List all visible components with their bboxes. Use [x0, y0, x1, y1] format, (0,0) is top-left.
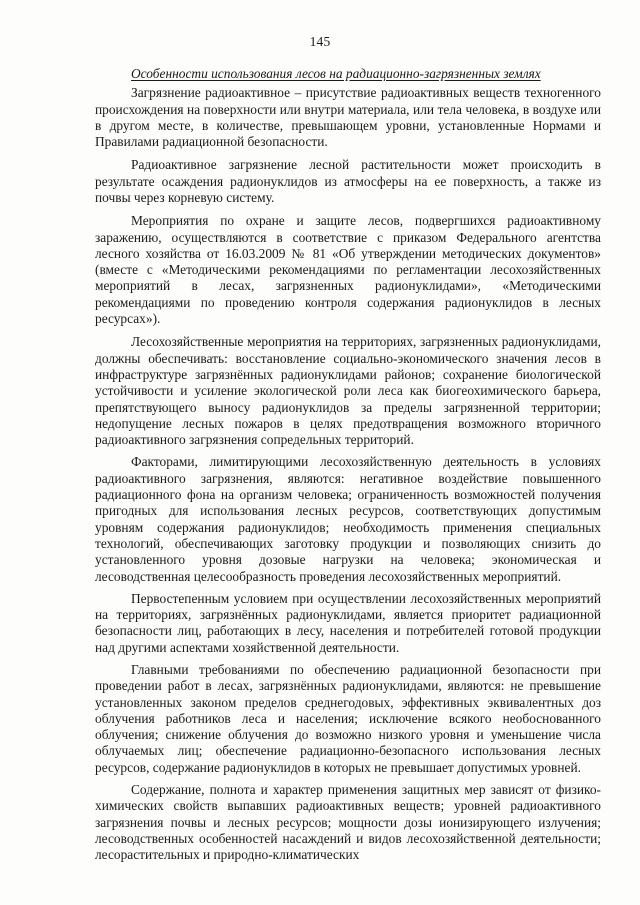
page-number: 145 — [309, 34, 331, 49]
paragraph-priority-condition: Первостепенным условием при осуществлении лесохозяйственных мероприятий на территориях, загрязнённых радионуклидами, является приоритет радиационной безопасности лиц, работающих в лесу, населения и потребителей готовой продукции над другими аспектами хозяйственной деятельности. — [95, 590, 601, 655]
paragraph-forestry-goals: Лесохозяйственные мероприятия на территориях, загрязненных радионуклидами, должны обеспечивать: восстановление социально-экономического значения лесов в инфраструктуре загрязнённых радионуклидами районов; сохранение биологической устойчивости и усиление экологической роли леса как биогеохимического барьера, препятствующего выносу радионуклидов за пределы загрязненной территории; недопущение лесных пожаров в целях предотвращения возможного вторичного радиоактивного загрязнения сопредельных территорий. — [95, 334, 601, 448]
paragraph-definition: Загрязнение радиоактивное – присутствие радиоактивных веществ техногенного происхождения на поверхности или внутри материала, или тела человека, в воздухе или в другом месте, в количестве, превышающем уровни, установленные Нормами и Правилами радиационной безопасности. — [95, 85, 601, 150]
section-title: Особенности использования лесов на радиационно-загрязненных землях — [131, 66, 541, 81]
paragraph-protective-measures: Содержание, полнота и характер применения защитных мер зависят от физико-химических свойств выпавших радиоактивных веществ; уровней радиоактивного загрязнения почвы и лесных ресурсов; мощности дозы ионизирующего излучения; лесоводственных особенностей насаждений и видов лесохозяйственной деятельности; лесорастительных и природно-климатических — [95, 782, 601, 863]
page-body — [95, 66, 601, 871]
paragraph-contamination-sources: Радиоактивное загрязнение лесной растительности может происходить в результате осаждения радионуклидов из атмосферы на ее поверхность, а также из почвы через корневую систему. — [95, 157, 601, 205]
paragraph-protection-measures: Мероприятия по охране и защите лесов, подвергшихся радиоактивному заражению, осуществляются в соответствие с приказом Федерального агентства лесного хозяйства от 16.03.2009 № 81 «Об утверждении методических документов» (вместе с «Методическими рекомендациями по регламентации лесохозяйственных мероприятий в лесах, загрязненных радионуклидами», «Методическими рекомендациями по проведению контроля содержания радионуклидов в лесных ресурсах»). — [95, 213, 601, 327]
paragraph-limiting-factors: Факторами, лимитирующими лесохозяйственную деятельность в условиях радиоактивного загрязнения, являются: негативное воздействие повышенного радиационного фона на организм человека; ограниченность возможностей получения пригодных для использования лесных ресурсов, соответствующих допустимым уровням содержания радионуклидов; необходимость применения специальных технологий, обеспечивающих заготовку продукции и позволяющих снизить до установленного уровня дозовые нагрузки на человека; экономическая и лесоводственная целесообразность проведения лесохозяйственных мероприятий. — [95, 454, 601, 584]
paragraph-safety-requirements: Главными требованиями по обеспечению радиационной безопасности при проведении работ в лесах, загрязнённых радионуклидами, являются: не превышение установленных законом пределов среднегодовых, эффективных эквивалентных доз облучения работников леса и населения; исключение всякого необоснованного облучения; снижение облучения до возможно низкого уровня и уменьшение числа облучаемых лиц; обеспечение радиационно-безопасного использования лесных ресурсов, содержание радионуклидов в которых не превышает допустимых уровней. — [95, 662, 601, 775]
